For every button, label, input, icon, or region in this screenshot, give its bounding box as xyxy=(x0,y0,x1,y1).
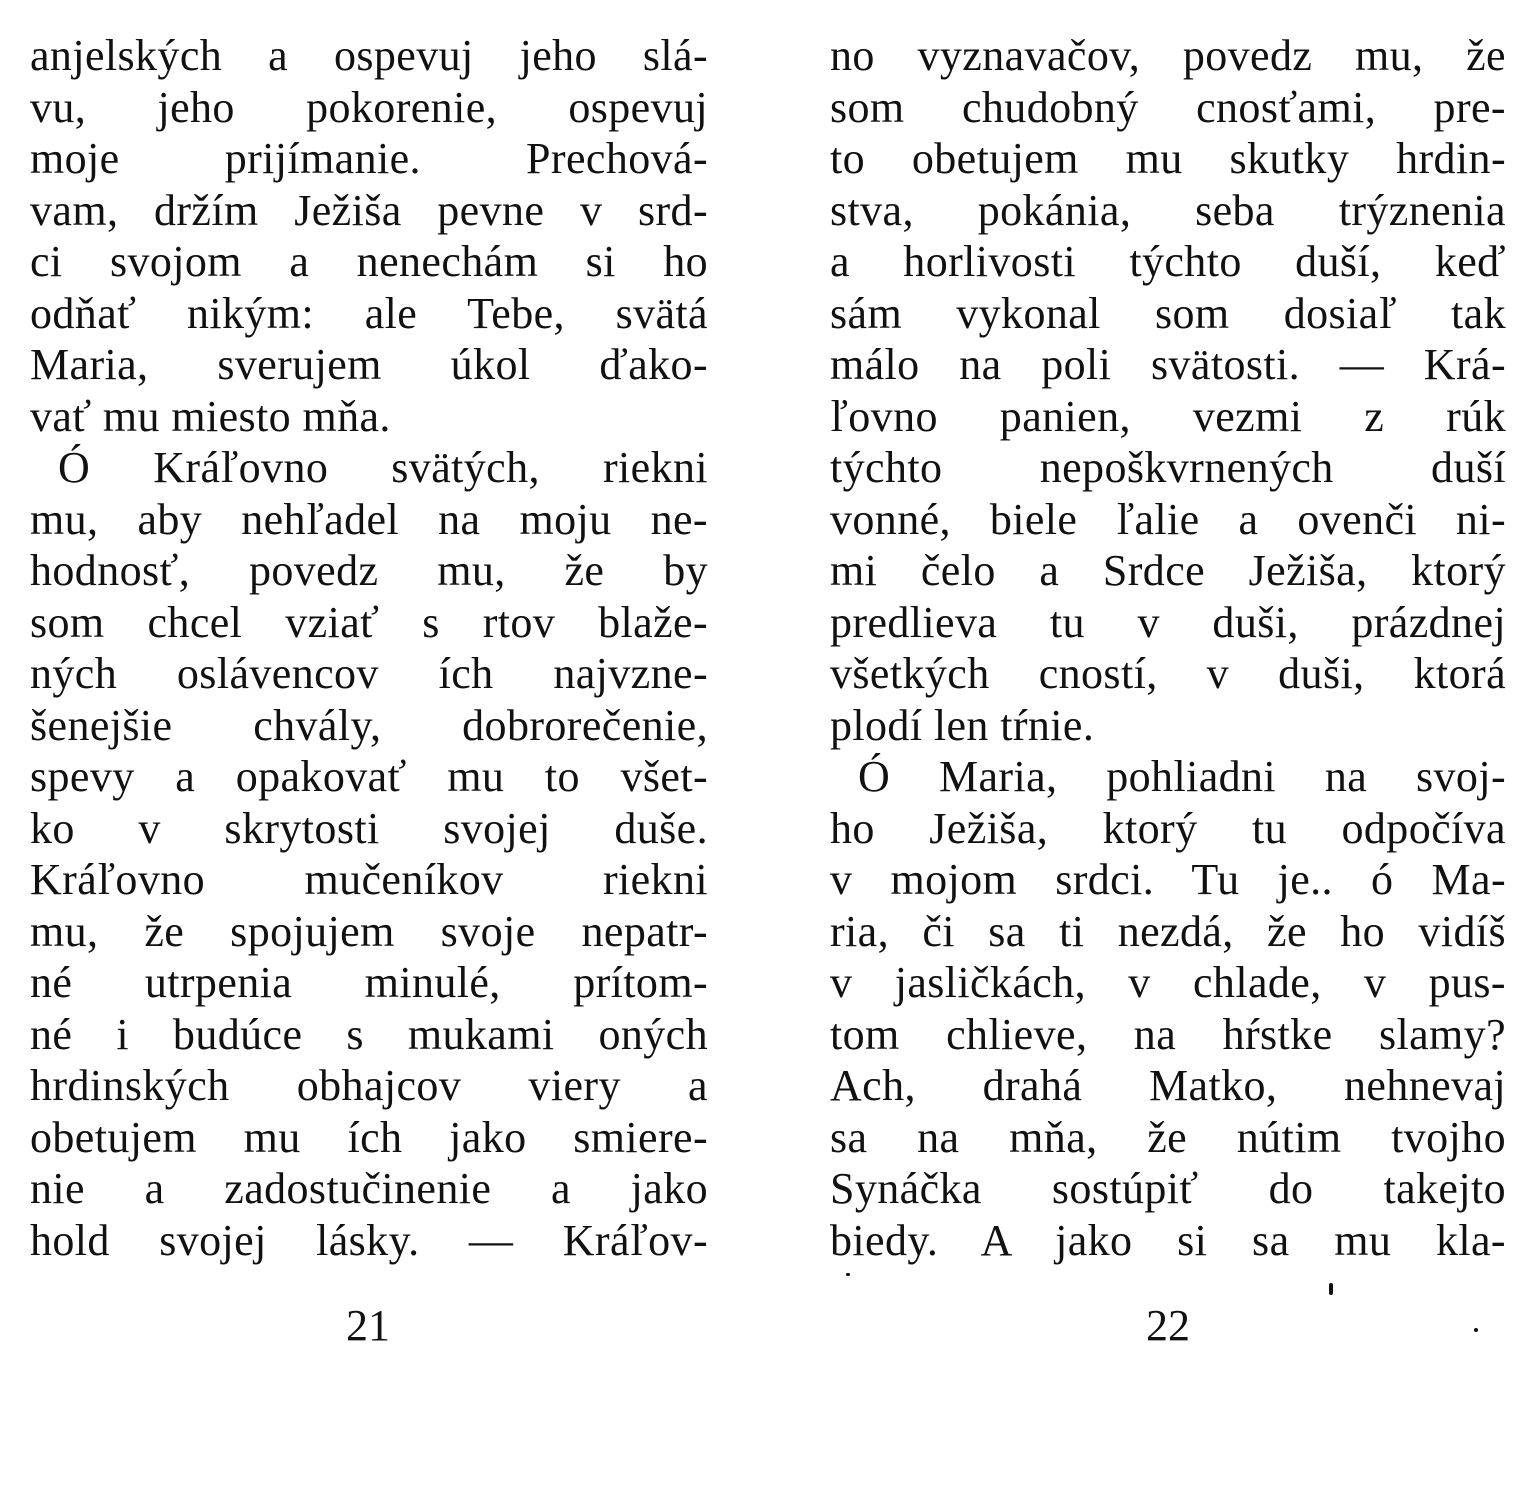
text-line: no vyznavačov, povedz mu, že xyxy=(830,31,1506,80)
text-line: a horlivosti týchto duší, keď xyxy=(830,237,1506,286)
text-line: predlieva tu v duši, prázdnej xyxy=(830,597,1506,647)
print-speck xyxy=(1474,1328,1478,1332)
text-line: né utrpenia minulé, prítom- xyxy=(30,958,708,1007)
text-line: ho Ježiša, ktorý tu odpočíva xyxy=(830,803,1506,853)
left-page xyxy=(30,30,708,1266)
text-line: mu, že spojujem svoje nepatr- xyxy=(30,906,708,956)
text-line: som chudobný cnosťami, pre- xyxy=(830,82,1506,132)
text-line: vam, držím Ježiša pevne v srd- xyxy=(30,185,708,235)
text-line: ci svojom a nenechám si ho xyxy=(30,237,708,286)
text-line: tom chlieve, na hŕstke slamy? xyxy=(830,1009,1506,1059)
text-line: málo na poli svätosti. — Krá- xyxy=(830,340,1506,389)
text-line: v jasličkách, v chlade, v pus- xyxy=(830,958,1506,1007)
text-line: vu, jeho pokorenie, ospevuj xyxy=(30,82,708,132)
right-page xyxy=(830,30,1506,1266)
text-line: šenejšie chvály, dobrorečenie, xyxy=(30,700,708,750)
text-line: ľovno panien, vezmi z rúk xyxy=(830,391,1506,441)
text-line: Maria, sverujem úkol ďako- xyxy=(30,340,708,389)
text-line: všetkých cností, v duši, ktorá xyxy=(830,649,1506,698)
print-speck xyxy=(846,1273,850,1276)
text-line: ko v skrytosti svojej duše. xyxy=(30,803,708,853)
text-line: sa na mňa, že nútim tvojho xyxy=(830,1112,1506,1162)
page-number-right: 22 xyxy=(1146,1301,1190,1350)
text-line: odňať nikým: ale Tebe, svätá xyxy=(30,288,708,338)
text-line: týchto nepoškvrnených duší xyxy=(830,443,1506,492)
text-line: Kráľovno mučeníkov riekni xyxy=(30,855,708,904)
text-line: Ó Maria, pohliadni na svoj- xyxy=(858,752,1506,801)
text-line: biedy. A jako si sa mu kla- xyxy=(830,1215,1506,1265)
text-line: hrdinských obhajcov viery a xyxy=(30,1061,708,1110)
text-line: mu, aby nehľadel na moju ne- xyxy=(30,494,708,544)
text-line: hold svojej lásky. — Kráľov- xyxy=(30,1215,708,1265)
text-line: vonné, biele ľalie a ovenči ni- xyxy=(830,494,1506,544)
text-line: sám vykonal som dosiaľ tak xyxy=(830,288,1506,338)
text-line: ria, či sa ti nezdá, že ho vidíš xyxy=(830,906,1506,956)
text-line: to obetujem mu skutky hrdin- xyxy=(830,134,1506,183)
text-line: Ach, drahá Matko, nehnevaj xyxy=(830,1061,1506,1110)
text-line: stva, pokánia, seba trýznenia xyxy=(830,185,1506,235)
text-line: né i budúce s mukami oných xyxy=(30,1009,708,1059)
text-line: moje prijímanie. Prechová- xyxy=(30,134,708,183)
text-line: Ó Kráľovno svätých, riekni xyxy=(58,443,708,492)
text-line: vať mu miesto mňa. xyxy=(30,391,391,441)
text-line: hodnosť, povedz mu, že by xyxy=(30,546,708,595)
text-line: obetujem mu ích jako smiere- xyxy=(30,1112,708,1162)
text-line: plodí len tŕnie. xyxy=(830,700,1095,750)
text-line: ných oslávencov ích najvzne- xyxy=(30,649,708,698)
text-line: anjelských a ospevuj jeho slá- xyxy=(30,31,708,80)
page-number-left: 21 xyxy=(346,1301,390,1350)
text-line: Synáčka sostúpiť do takejto xyxy=(830,1164,1506,1213)
print-speck xyxy=(1329,1283,1333,1295)
text-line: nie a zadostučinenie a jako xyxy=(30,1164,708,1213)
text-line: mi čelo a Srdce Ježiša, ktorý xyxy=(830,546,1506,595)
text-line: v mojom srdci. Tu je.. ó Ma- xyxy=(830,855,1506,904)
text-line: spevy a opakovať mu to všet- xyxy=(30,752,708,801)
text-line: som chcel vziať s rtov blaže- xyxy=(30,597,708,647)
